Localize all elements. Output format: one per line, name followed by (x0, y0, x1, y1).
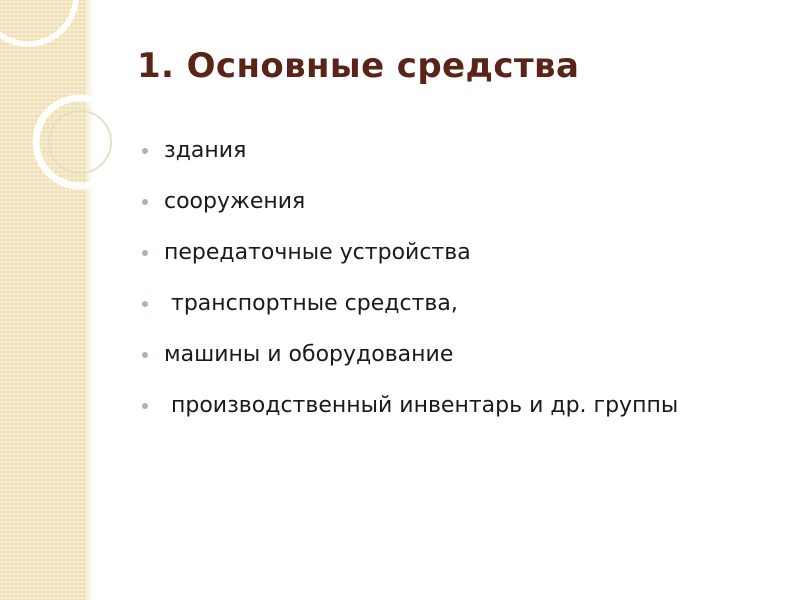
bullet-item (140, 238, 760, 268)
bullet-dot-icon (142, 250, 148, 256)
bullet-text: здания (164, 138, 247, 163)
bullet-dot-icon (142, 199, 148, 205)
decorative-rings (0, 0, 140, 260)
bullet-item (140, 187, 760, 217)
bullet-dot-icon (142, 148, 148, 154)
bullet-text: производственный инвентарь и др. группы (164, 393, 679, 418)
bullet-dot-icon (142, 403, 148, 409)
bullet-item (140, 289, 760, 319)
bullet-item (140, 136, 760, 166)
bullet-item (140, 391, 760, 421)
slide-title: 1. Основные средства (137, 46, 580, 86)
bullet-dot-icon (142, 301, 148, 307)
bullet-text: транспортные средства, (164, 291, 458, 316)
bullet-item (140, 340, 760, 370)
bullet-text: сооружения (164, 189, 306, 214)
bullet-text: машины и оборудование (164, 342, 454, 367)
bullet-list (140, 136, 760, 442)
middle-ring-inner (49, 111, 111, 173)
bullet-dot-icon (142, 352, 148, 358)
top-ring (0, 0, 76, 44)
bullet-text: передаточные устройства (164, 240, 471, 265)
